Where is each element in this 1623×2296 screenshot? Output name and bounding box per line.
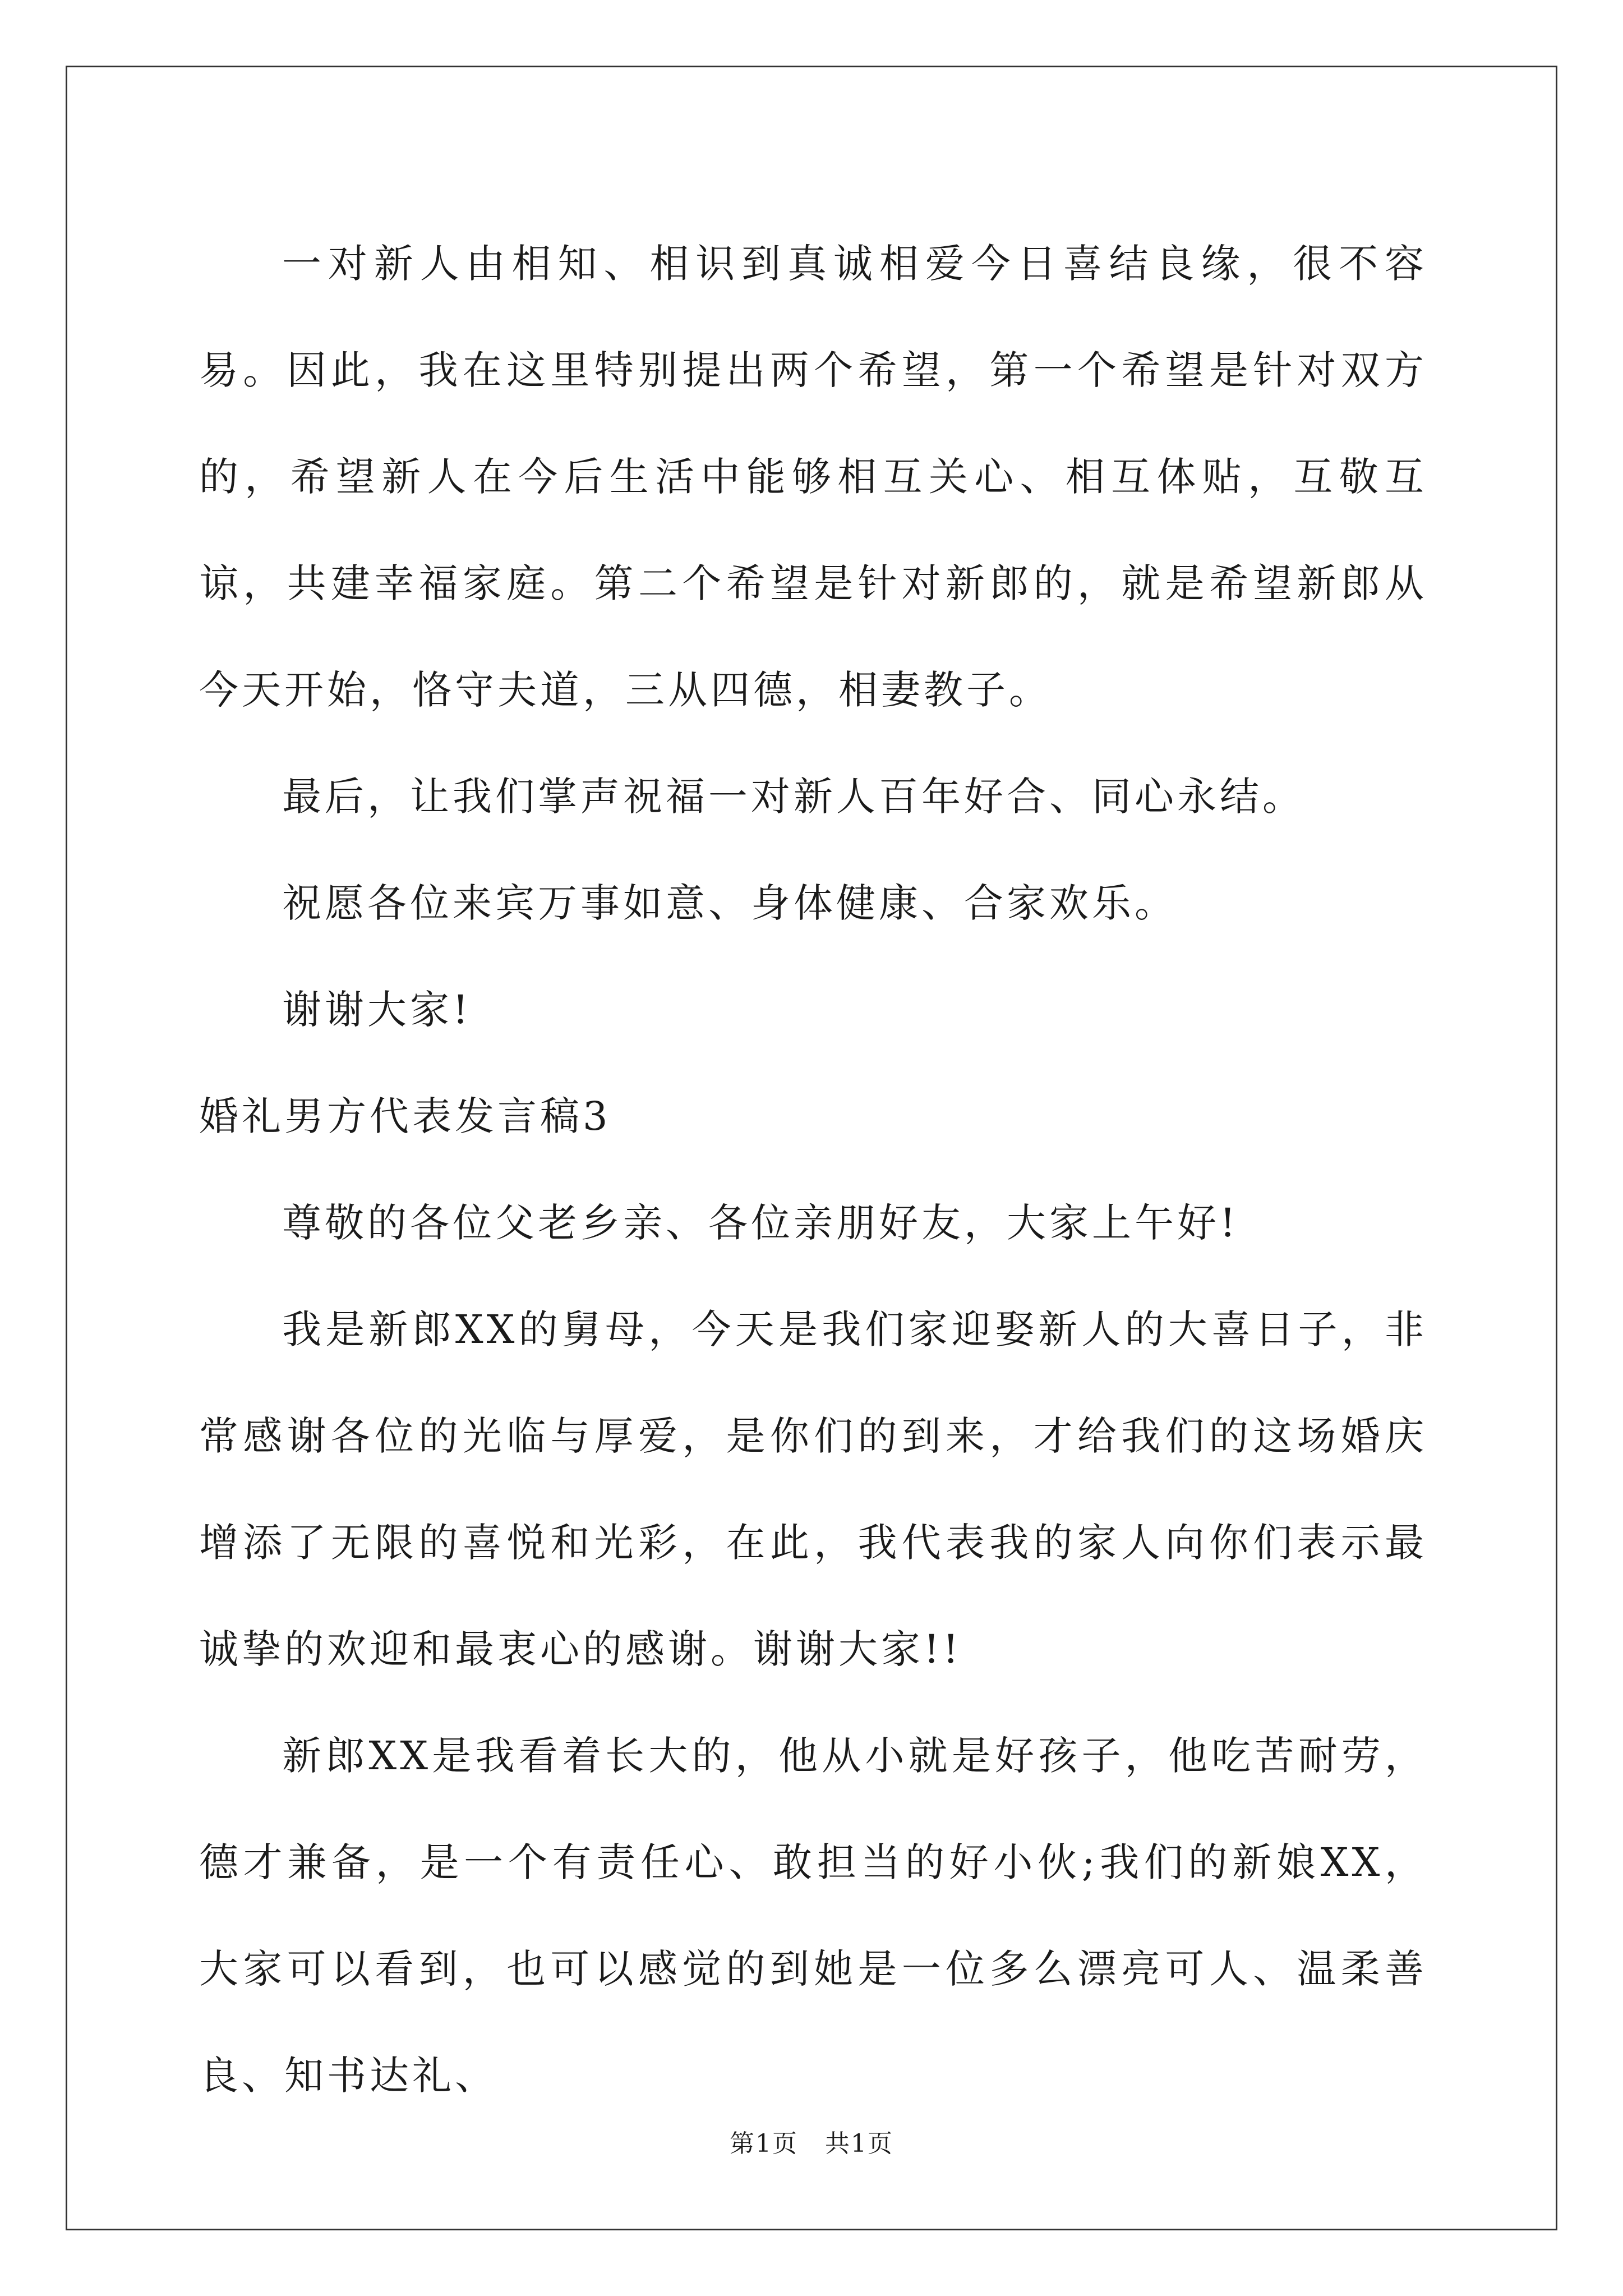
paragraph-blessing: 最后，让我们掌声祝福一对新人百年好合、同心永结。: [282, 774, 1305, 820]
section-heading: 婚礼男方代表发言稿3: [199, 1093, 611, 1139]
paragraph-greeting: 尊敬的各位父老乡亲、各位亲朋好友，大家上午好!: [282, 1200, 1239, 1246]
paragraph-thanks: 谢谢大家!: [282, 987, 472, 1033]
page-number: 第1页: [730, 2129, 798, 2158]
paragraph-hopes: 一对新人由相知、相识到真诚相爱今日喜结良缘，很不容易。因此，我在这里特别提出两个希望，第一个希望是针对双方的，希望新人在今后生活中能够相互关心、相互体贴，互敬互谅，共建幸福家庭。第二个希望是针对新郎的，就是希望新郎从今天开始，恪守夫道，三从四德，相妻教子。: [199, 241, 1427, 713]
paragraph-wishes: 祝愿各位来宾万事如意、身体健康、合家欢乐。: [282, 880, 1177, 926]
paragraph-introduction: 我是新郎XX的舅母，今天是我们家迎娶新人的大喜日子，非常感谢各位的光临与厚爱，是你们的到来，才给我们的这场婚庆增添了无限的喜悦和光彩，在此，我代表我的家人向你们表示最诚挚的欢迎和最衷心的感谢。谢谢大家!!: [199, 1306, 1427, 1672]
document-body: [199, 210, 1427, 2129]
page-total: 共1页: [825, 2129, 893, 2158]
paragraph-groom-bride: 新郎XX是我看着长大的，他从小就是好孩子，他吃苦耐劳，德才兼备，是一个有责任心、敢担当的好小伙;我们的新娘XX，大家可以看到，也可以感觉的到她是一位多么漂亮可人、温柔善良、知书达礼、: [199, 1733, 1427, 2099]
page-footer: [0, 2123, 1623, 2159]
